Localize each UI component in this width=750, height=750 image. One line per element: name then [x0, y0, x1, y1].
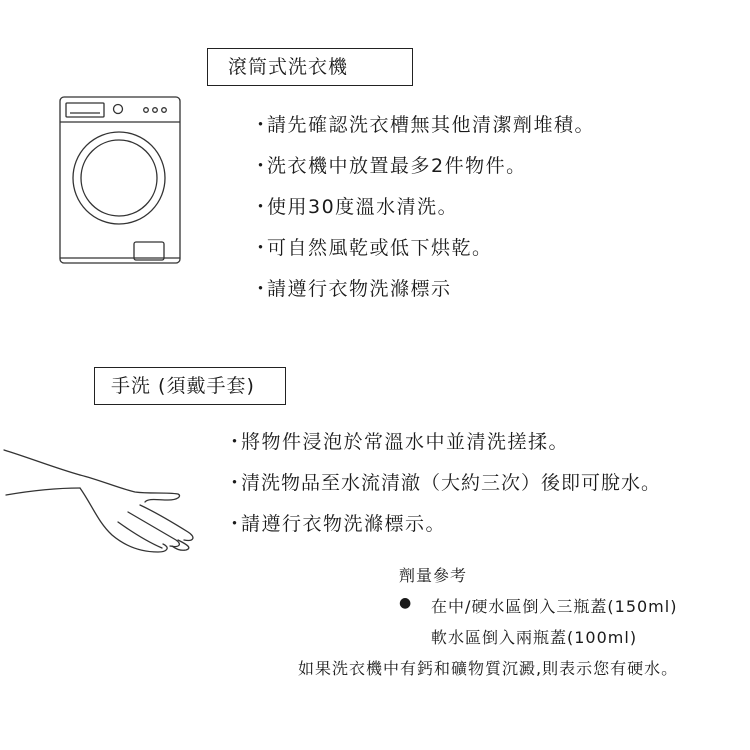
list-item [251, 151, 595, 192]
hard-water-note: 如果洗衣機中有鈣和礦物質沉澱,則表示您有硬水。 [298, 659, 679, 678]
bullet-dot: ・ [251, 237, 272, 259]
drum-instructions-list [251, 110, 596, 315]
list-item [251, 233, 595, 274]
list-item-text: 請先確認洗衣槽無其他清潔劑堆積。 [267, 114, 596, 136]
list-item-text: 可自然風乾或低下烘乾。 [267, 237, 493, 259]
bullet-dot: ・ [251, 114, 272, 136]
bullet-dot: ・ [251, 278, 272, 300]
hand-wash-instructions-list [225, 427, 662, 550]
drum-washer-title: 滾筒式洗衣機 [207, 48, 413, 86]
list-item [251, 192, 595, 233]
list-item [225, 509, 661, 550]
list-item-text: 清洗物品至水流清澈（大約三次）後即可脫水。 [241, 472, 662, 494]
bullet-dot: ・ [251, 155, 272, 177]
dosage-heading: 劑量參考 [399, 566, 468, 585]
soft-water-dosage: 軟水區倒入兩瓶蓋(100ml) [431, 628, 638, 647]
list-item [225, 468, 662, 509]
bullet-dot: ・ [225, 513, 246, 535]
hard-water-dosage: 在中/硬水區倒入三瓶蓋(150ml) [431, 597, 678, 616]
list-item-text: 請遵行衣物洗滌標示 [267, 278, 452, 300]
list-item [251, 274, 595, 315]
dosage-bullet: ● [399, 595, 413, 611]
hand-wash-title: 手洗 (須戴手套) [94, 367, 286, 405]
list-item-text: 使用30度溫水清洗。 [267, 196, 459, 218]
list-item-text: 請遵行衣物洗滌標示。 [241, 513, 447, 535]
list-item [225, 427, 661, 468]
bullet-dot: ・ [225, 431, 246, 453]
bullet-dot: ・ [225, 472, 246, 494]
bullet-dot: ・ [251, 196, 272, 218]
list-item [251, 110, 596, 151]
list-item-text: 洗衣機中放置最多2件物件。 [267, 155, 527, 177]
list-item-text: 將物件浸泡於常溫水中並清洗搓揉。 [241, 431, 570, 453]
